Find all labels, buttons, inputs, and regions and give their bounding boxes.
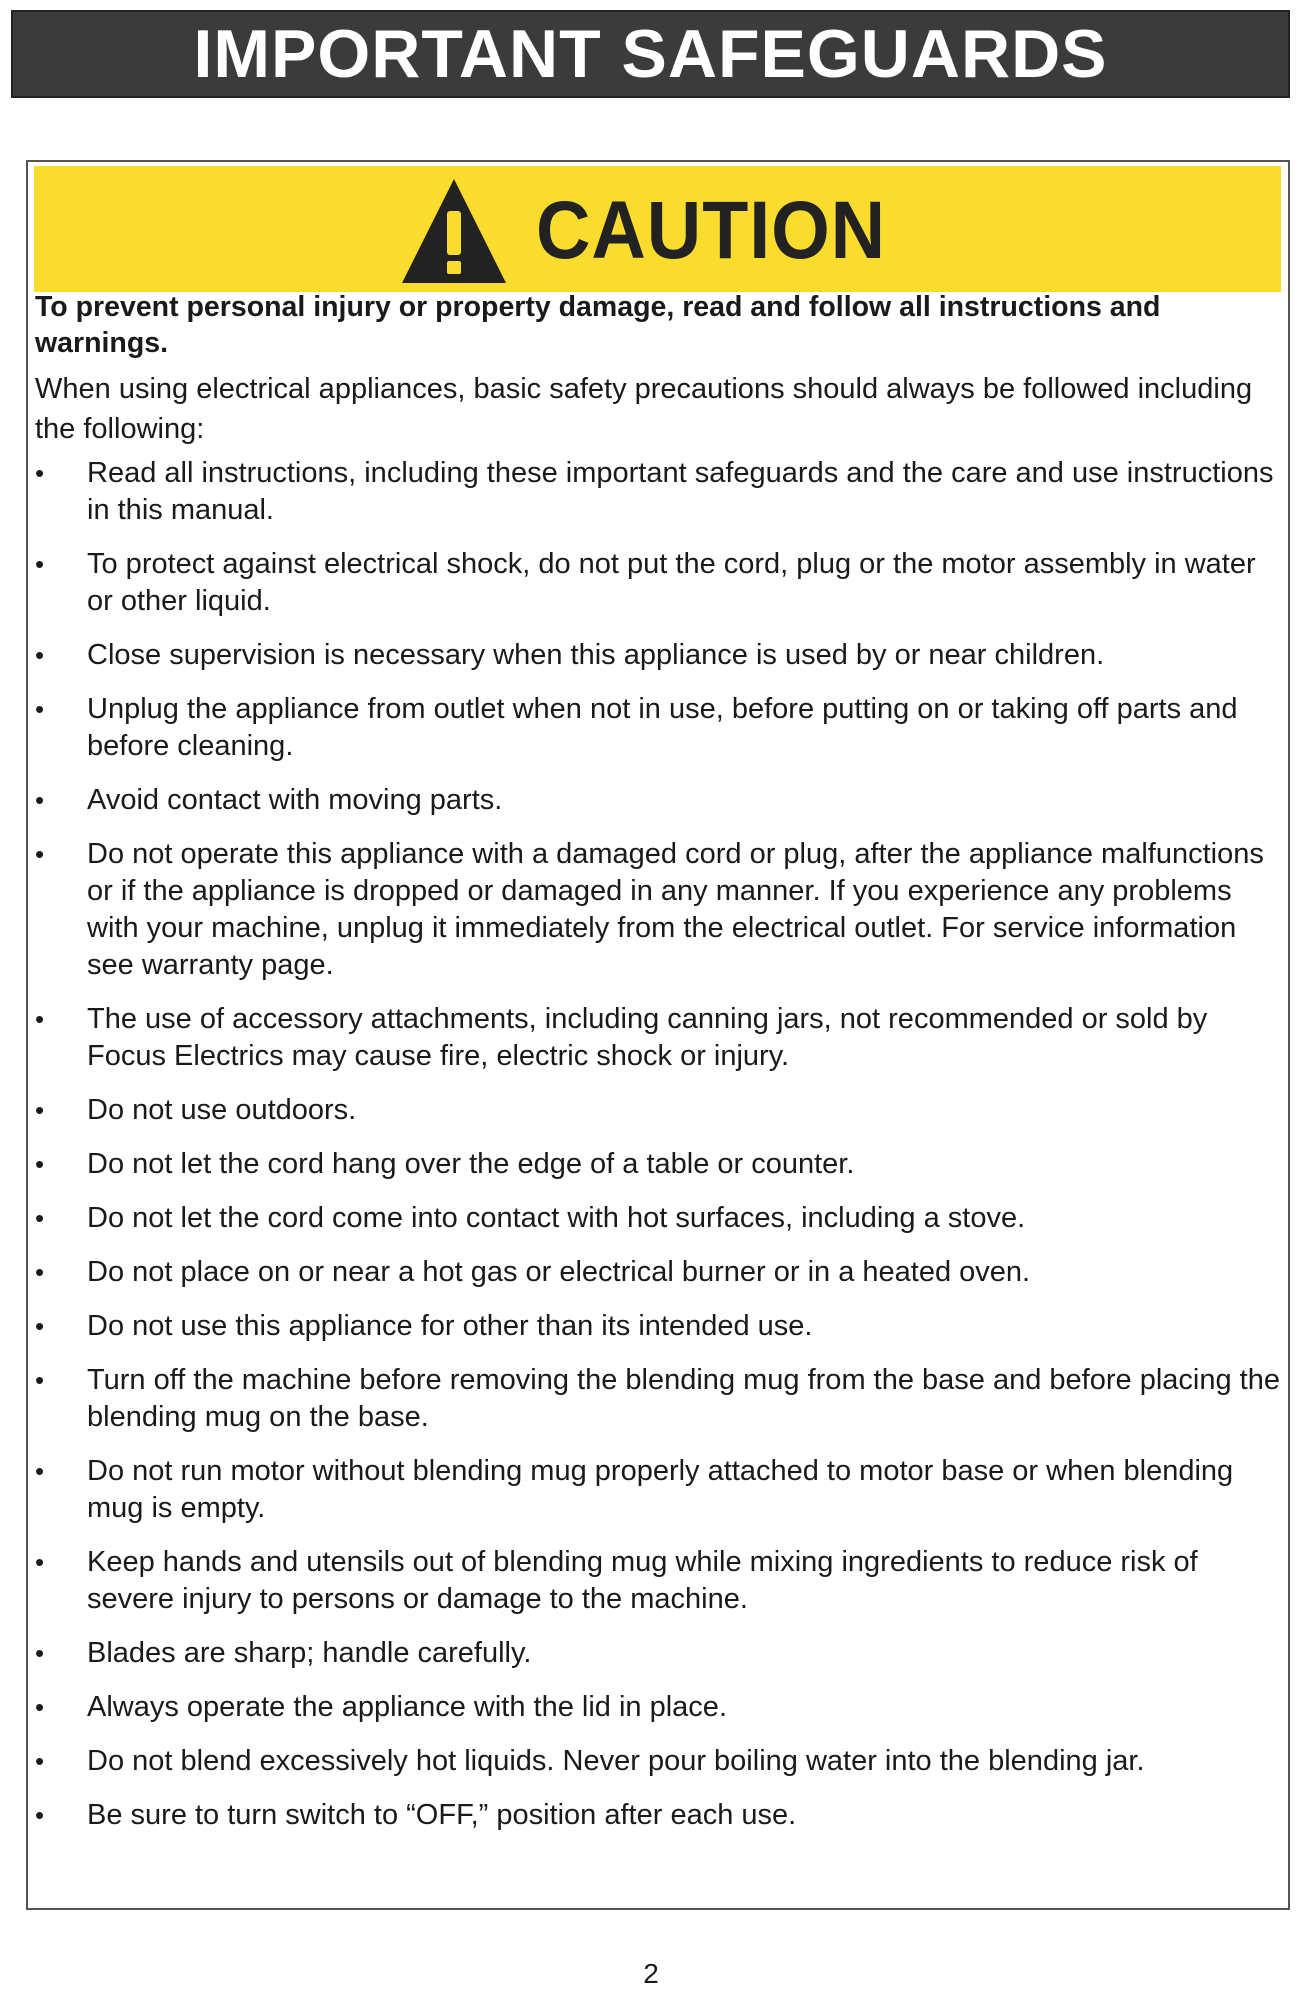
- page-title: IMPORTANT SAFEGUARDS: [193, 16, 1108, 92]
- safeguards-list: [35, 455, 1280, 1834]
- list-item: • Do not let the cord come into contact with hot surfaces, including a stove.: [35, 1200, 1280, 1237]
- list-item: • Unplug the appliance from outlet when not in use, before putting on or taking off parts and before cleaning.: [35, 691, 1280, 765]
- intro-text: When using electrical appliances, basic safety precautions should always be followed including the following:: [35, 373, 1253, 445]
- list-item: • Do not operate this appliance with a damaged cord or plug, after the appliance malfunctions or if the appliance is dropped or damaged in any manner. If you experience any problems with your machine, unplug it immediately from the electrical outlet. For service information see warranty page.: [35, 836, 1280, 984]
- list-item: • Do not place on or near a hot gas or electrical burner or in a heated oven.: [35, 1254, 1280, 1291]
- list-item: • Keep hands and utensils out of blending mug while mixing ingredients to reduce risk of severe injury to persons or damage to the machine.: [35, 1544, 1280, 1618]
- list-item: • Do not let the cord hang over the edge of a table or counter.: [35, 1146, 1280, 1183]
- page-number: 2: [643, 1958, 659, 1989]
- list-item: • Turn off the machine before removing the blending mug from the base and before placing the blending mug on the base.: [35, 1362, 1280, 1436]
- list-item: • Do not run motor without blending mug properly attached to motor base or when blending mug is empty.: [35, 1453, 1280, 1527]
- safeguards-content: [35, 289, 1280, 1851]
- header-bar: [11, 10, 1290, 98]
- list-item: • Do not use this appliance for other than its intended use.: [35, 1308, 1280, 1345]
- list-item: • Be sure to turn switch to “OFF,” position after each use.: [35, 1797, 1280, 1834]
- safeguards-panel: [26, 160, 1290, 1910]
- list-item: • Blades are sharp; handle carefully.: [35, 1635, 1280, 1672]
- list-item: • To protect against electrical shock, do not put the cord, plug or the motor assembly in water or other liquid.: [35, 546, 1280, 620]
- list-item: • Read all instructions, including these important safeguards and the care and use instructions in this manual.: [35, 455, 1280, 529]
- list-item: • Close supervision is necessary when this appliance is used by or near children.: [35, 637, 1280, 674]
- list-item: • Always operate the appliance with the lid in place.: [35, 1689, 1280, 1726]
- lead-warning: To prevent personal injury or property damage, read and follow all instructions and warnings.: [35, 291, 1161, 359]
- list-item: • Avoid contact with moving parts.: [35, 782, 1280, 819]
- list-item: • Do not use outdoors.: [35, 1092, 1280, 1129]
- caution-label: CAUTION: [536, 185, 887, 276]
- list-item: • The use of accessory attachments, including canning jars, not recommended or sold by Focus Electrics may cause fire, electric shock or injury.: [35, 1001, 1280, 1075]
- caution-banner: [34, 166, 1281, 292]
- list-item: • Do not blend excessively hot liquids. Never pour boiling water into the blending jar.: [35, 1743, 1280, 1780]
- warning-triangle-icon: [398, 175, 510, 289]
